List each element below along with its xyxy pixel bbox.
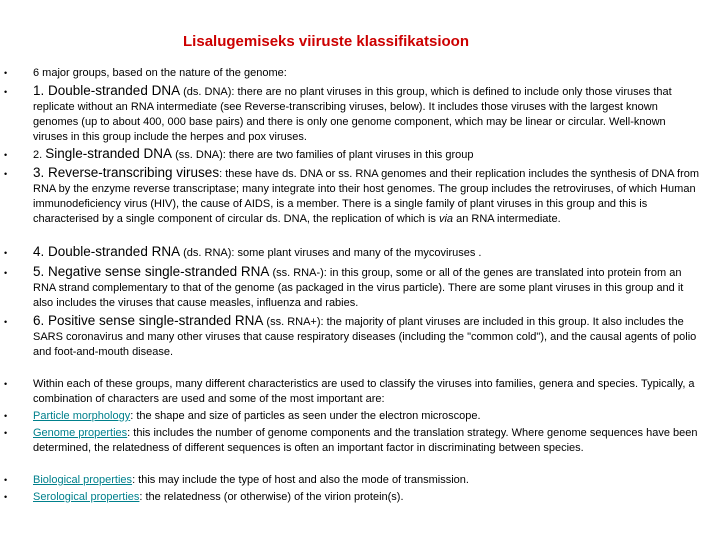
bullet-icon: • [4, 169, 8, 179]
group-description: : these have ds. DNA or ss. RNA genomes and their replication includes the synthesis of DNA from RNA by the enzyme reverse transcriptase; many integrate into their host genomes. The group includes the retroviruses, of which Human immunodeficiency virus (HIV), the cause of AIDS, is a member. There is a single family of plant viruses in this group and this is characterised by a single component of circular ds. DNA, the replication of which is [33, 168, 700, 225]
item-text [33, 473, 700, 488]
bullet-icon: • [4, 317, 8, 327]
group-description: (ds. DNA): there are no plant viruses in this group, which is defined to include only those viruses that replicate without an RNA intermediate (see Reverse-transcribing viruses, below). It includes those viruses with the largest known genomes (up to about 400, 000 base pairs) and there is only one genome component, which may be linear or circular. Well-known viruses in this group include the herpes and pox viruses. [33, 86, 672, 143]
bullet-icon: • [4, 248, 8, 258]
bullet-icon: • [4, 268, 8, 278]
item-text [33, 409, 700, 424]
group-heading: 6. Positive sense single-stranded RNA [33, 313, 264, 328]
group-heading: Single-stranded DNA [45, 146, 173, 161]
group-heading: 3. Reverse-transcribing viruses [33, 165, 220, 180]
group-heading: 1. Double-stranded DNA [33, 83, 181, 98]
item-text [33, 490, 700, 505]
bullet-icon: • [4, 68, 8, 78]
biological-properties-link[interactable]: Biological properties [33, 474, 133, 486]
property-description: : the shape and size of particles as seen under the electron microscope. [130, 410, 481, 422]
group-description-tail: an RNA intermediate. [453, 213, 561, 225]
group-heading: 4. Double-stranded RNA [33, 244, 181, 259]
group-description: (ss. DNA): there are two families of plant viruses in this group [172, 149, 474, 161]
item-text [33, 264, 700, 311]
genome-properties-link[interactable]: Genome properties [33, 427, 128, 439]
item-text [33, 165, 700, 227]
serological-properties-link[interactable]: Serological properties [33, 491, 140, 503]
property-description: : this includes the number of genome components and the translation strategy. Where genome sequences have been determined, the relatedness of different sequences is often an important factor in discriminating between species. [33, 427, 698, 454]
bullet-icon: • [4, 492, 8, 502]
italic-word: via [438, 213, 454, 225]
group-description: (ds. RNA): some plant viruses and many of the mycoviruses . [180, 247, 482, 259]
bullet-icon: • [4, 87, 8, 97]
bullet-icon: • [4, 475, 8, 485]
bullet-icon: • [4, 150, 8, 160]
particle-morphology-link[interactable]: Particle morphology [33, 410, 131, 422]
group-number: 2. [33, 149, 46, 161]
item-text [33, 244, 700, 261]
group-heading: 5. Negative sense single-stranded RNA [33, 264, 270, 279]
page-title: Lisalugemiseks viiruste klassifikatsioon [183, 33, 469, 50]
intro-text: 6 major groups, based on the nature of the genome: [33, 67, 287, 79]
group-description: (ss. RNA+): the majority of plant viruses are included in this group. It also includes the SARS coronavirus and many other viruses that cause respiratory diseases (including the "common cold"), and the causal agents of polio and foot-and-mouth disease. [33, 316, 697, 358]
item-text [33, 426, 700, 456]
bullet-icon: • [4, 411, 8, 421]
bullet-icon: • [4, 428, 8, 438]
property-description: : this may include the type of host and also the mode of transmission. [132, 474, 469, 486]
item-text [33, 146, 700, 163]
item-text [33, 313, 700, 360]
bullet-icon: • [4, 379, 8, 389]
summary-text: Within each of these groups, many different characteristics are used to classify the viruses into families, genera and species. Typically, a combination of characters are used and some of the most important are: [33, 378, 695, 405]
item-text [33, 83, 700, 145]
property-description: : the relatedness (or otherwise) of the virion protein(s). [139, 491, 404, 503]
group-description: (ss. RNA-): in this group, some or all of the genes are translated into protein from an RNA strand complementary to that of the genome (as packaged in the virus particle). There are some plant viruses in this group and it also includes the viruses that cause measles, influenza and rabies. [33, 267, 684, 309]
